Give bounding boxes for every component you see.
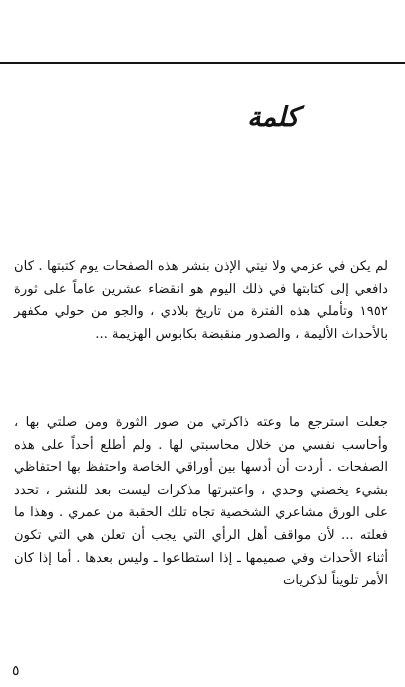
paragraph-2: جعلت استرجع ما وعته ذاكرتي من صور الثورة ومن صلتي بها ، وأحاسب نفسي من خلال محاسبتي لها . ولم أطلع أحداً على هذه الصفحات . أردت أن أدسها بين أوراقي الخاصة واحتفظ بها احتفاظي بشيء يخصني وحدي ، واعتبرتها مذكرات ليست بعد للنشر ، تحدد على الورق مشاعري الشخصية تجاه تلك الحقبة من عمري . وهذا ما فعلته ... لأن مواقف أهل الرأي التي يجب أن تعلن هي التي تكون أثناء الأحداث وفي صميمها ـ إذا استطاعوا ـ وليس بعدها . أما إذا كان الأمر تلويناً لذكريات xyxy=(14,415,388,589)
paragraph-1: لم يكن في عزمي ولا نيتي الإذن بنشر هذه الصفحات يوم كتبتها . كان دافعي إلى كتابتها في ذلك اليوم هو انقضاء عشرين عاماً على ثورة ١٩٥٢ وتأملي هذه الفترة من تاريخ بلادي ، والجو من حولي مكفهر بالأحداث الأليمة ، والصدور منقبضة بكابوس الهزيمة ... xyxy=(14,259,388,342)
top-rule xyxy=(0,62,405,64)
chapter-heading: كلمة xyxy=(247,102,299,133)
page-number: ٥ xyxy=(12,663,20,679)
